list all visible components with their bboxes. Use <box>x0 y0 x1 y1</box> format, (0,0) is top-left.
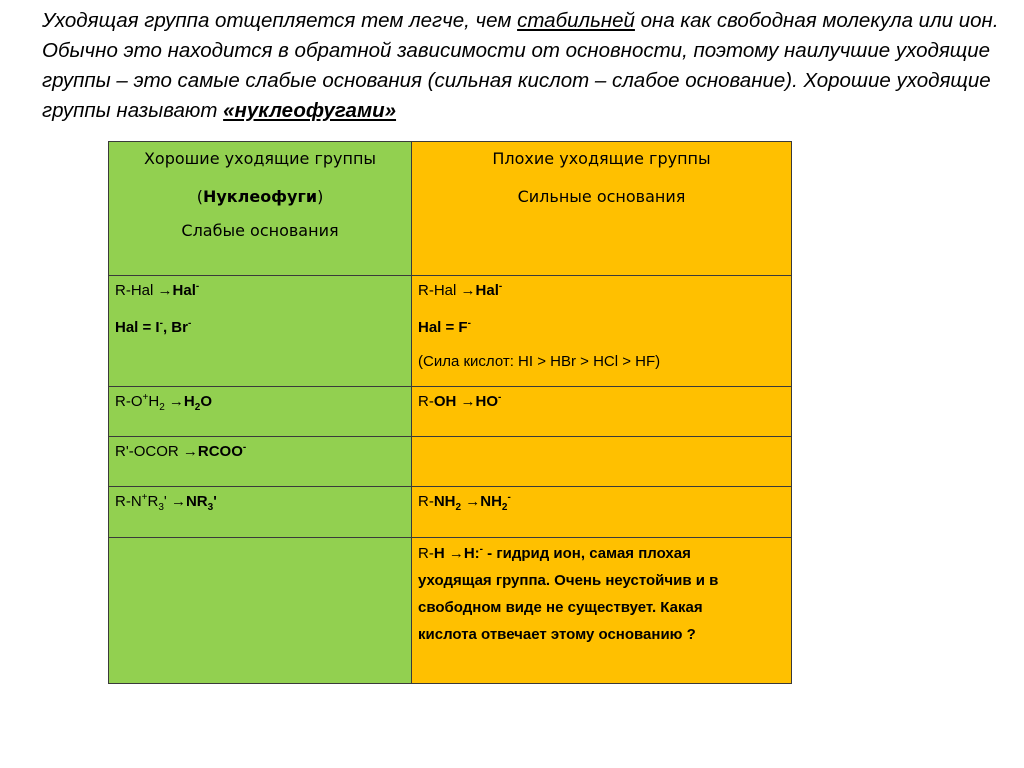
charge: - <box>498 281 503 292</box>
product: Hal <box>172 282 196 299</box>
formula: R- <box>418 393 434 410</box>
table-row <box>109 538 792 684</box>
charge: - <box>195 281 200 292</box>
bad-groups-header <box>412 142 792 276</box>
paren-close: ) <box>317 187 324 206</box>
bad-groups-title: Плохие уходящие группы <box>492 149 711 168</box>
cell-line <box>115 317 405 339</box>
formula: OH <box>433 393 457 410</box>
paren-open: ( <box>196 187 203 206</box>
hydride-text: - гидрид ион, самая плохая <box>483 545 691 562</box>
formula: R'-OCOR <box>115 443 183 460</box>
product: RCOO <box>197 443 243 460</box>
cell-line <box>418 391 785 413</box>
intro-part1: Уходящая группа отщепляется тем легче, чем <box>42 9 518 32</box>
formula: R-Hal <box>115 282 158 299</box>
charge: + <box>141 492 148 503</box>
arrow-icon: → <box>164 393 184 410</box>
subscript: 2 <box>455 502 462 513</box>
hydride-line-3: свободном виде не существует. Какая <box>418 599 703 616</box>
table-row <box>109 487 792 538</box>
cell-line <box>115 491 405 513</box>
intro-term: «нуклеофугами» <box>223 99 397 122</box>
formula: ' <box>163 493 171 510</box>
good-cell-empty <box>109 538 412 684</box>
table-row <box>109 387 792 437</box>
bad-cell-amide <box>412 487 792 538</box>
cell-line <box>115 280 405 302</box>
cell-line <box>418 491 785 513</box>
cell-line <box>418 317 785 339</box>
text: , Br <box>162 319 188 336</box>
good-cell-ammonium <box>109 487 412 538</box>
intro-underlined-word: стабильней <box>517 9 635 32</box>
good-groups-subtitle <box>115 186 405 208</box>
product: H: <box>463 545 480 562</box>
bad-groups-note: Сильные основания <box>517 187 686 206</box>
subscript: 3 <box>158 502 164 513</box>
formula: R <box>147 493 159 510</box>
bad-cell-hydroxide <box>412 387 792 437</box>
leaving-groups-table <box>108 141 792 684</box>
arrow-icon: → <box>157 282 173 299</box>
charge: + <box>142 392 149 403</box>
arrow-icon: → <box>456 393 476 410</box>
product: NH <box>480 493 502 510</box>
arrow-icon: → <box>170 493 186 510</box>
acid-strength-note: (Сила кислот: HI > HBr > HCl > HF) <box>418 353 661 370</box>
charge: - <box>479 544 484 555</box>
arrow-icon: → <box>182 443 198 460</box>
intro-part2: она как свободная молекула или ион. Обычно это находится в обратной зависимости от основности, поэтому наилучшие уходящие группы – это самые слабые основания (сильная кислот – слабое основание). Хорошие уходящие группы называют <box>42 9 999 122</box>
hydride-line-2: уходящая группа. Очень неустойчив и в <box>418 572 719 589</box>
cell-line <box>115 391 405 413</box>
charge: - <box>159 318 163 329</box>
bad-cell-hydride <box>412 538 792 684</box>
charge: - <box>467 318 471 329</box>
charge: - <box>242 442 247 453</box>
good-groups-note: Слабые основания <box>181 221 339 240</box>
good-groups-title: Хорошие уходящие группы <box>143 149 377 168</box>
cell-line <box>418 280 785 302</box>
cell-line <box>115 441 405 463</box>
subscript: 2 <box>159 402 165 413</box>
formula: H <box>433 545 445 562</box>
product: O <box>200 393 212 410</box>
product: NR <box>185 493 208 510</box>
formula: R-N <box>115 493 142 510</box>
formula: R- <box>418 545 434 562</box>
table-header-row <box>109 142 792 276</box>
subscript: 2 <box>194 402 201 413</box>
charge: - <box>187 318 192 329</box>
arrow-icon: → <box>460 282 476 299</box>
charge: - <box>507 492 511 503</box>
formula: R-Hal <box>418 282 461 299</box>
intro-paragraph <box>42 6 1017 126</box>
formula: R-O <box>115 393 143 410</box>
text: Hal = I <box>115 319 160 336</box>
good-cell-carboxylate <box>109 437 412 487</box>
bad-cell-halides <box>412 276 792 387</box>
product: HO <box>475 393 498 410</box>
formula: NH <box>433 493 456 510</box>
table-row <box>109 276 792 387</box>
subscript: 3 <box>207 502 214 513</box>
hydride-line-1 <box>418 540 785 567</box>
table-row <box>109 437 792 487</box>
nucleofuge-label: Нуклеофуги <box>202 187 318 206</box>
bad-cell-empty <box>412 437 792 487</box>
text: Hal = F <box>418 319 468 336</box>
good-cell-halides <box>109 276 412 387</box>
product: Hal <box>475 282 499 299</box>
formula: R- <box>418 493 434 510</box>
charge: - <box>498 392 502 403</box>
subscript: 2 <box>501 502 508 513</box>
good-cell-oxonium <box>109 387 412 437</box>
good-groups-header <box>109 142 412 276</box>
hydride-line-4: кислота отвечает этому основанию ? <box>418 626 696 643</box>
arrow-icon: → <box>444 545 464 562</box>
product: H <box>183 393 195 410</box>
formula: H <box>148 393 160 410</box>
arrow-icon: → <box>461 493 481 510</box>
product: ' <box>213 493 217 510</box>
